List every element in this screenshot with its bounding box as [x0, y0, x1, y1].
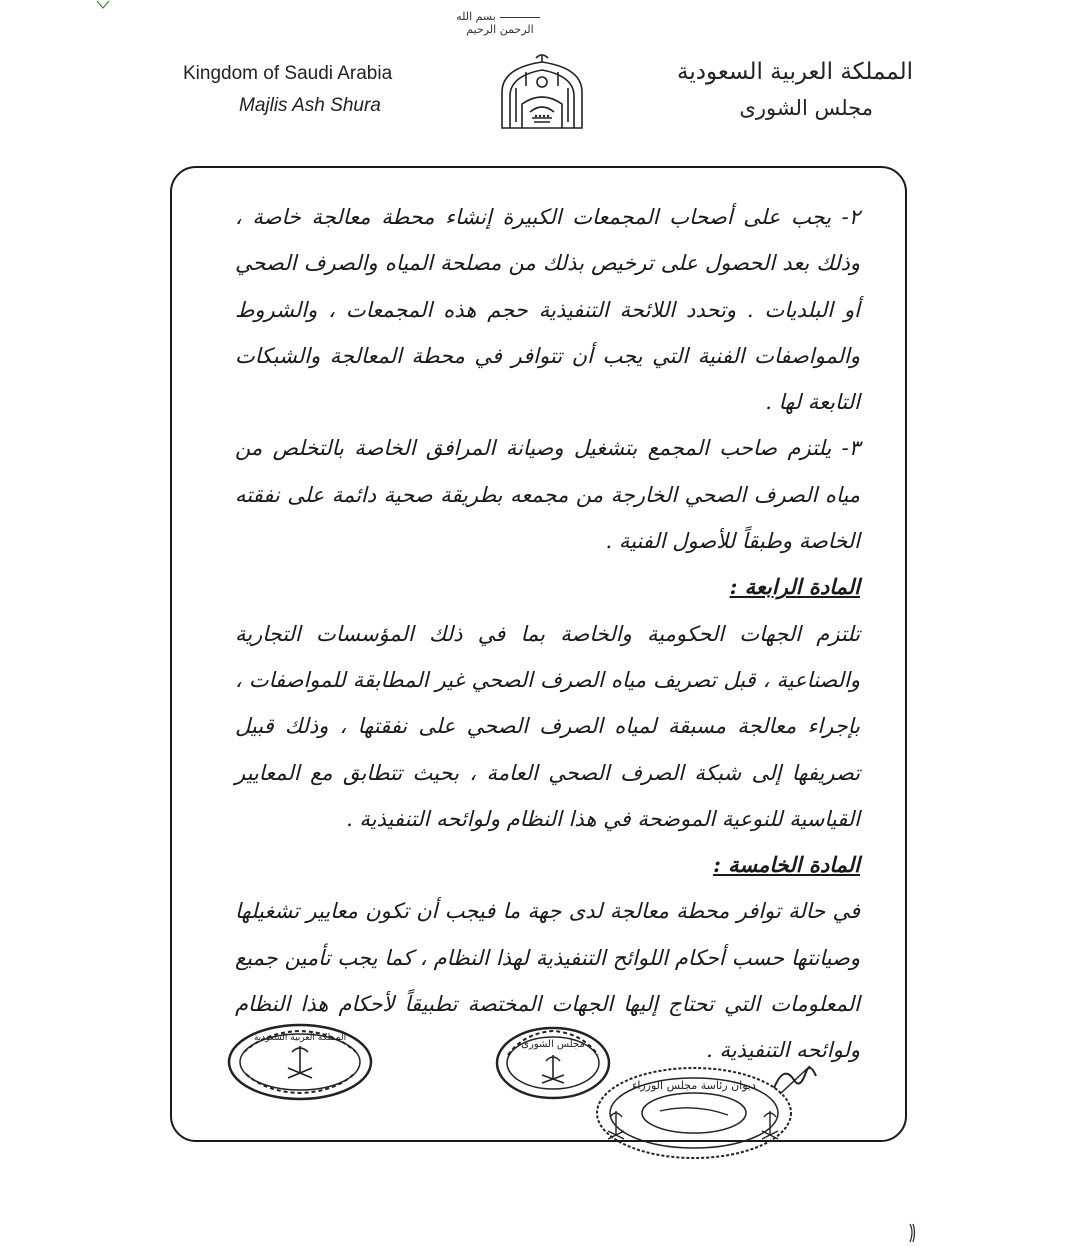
arabic-council-name: مجلس الشورى — [739, 96, 873, 120]
english-letterhead — [183, 58, 392, 122]
clause-3: ٣- يلتزم صاحب المجمع بتشغيل وصيانة المرافق الخاصة بالتخلص من مياه الصرف الصحي الخارجة من مجمعه بطريقة صحية دائمة على نفقته الخاصة وطبقاً للأصول الفنية . — [235, 436, 860, 554]
arabic-country-name: المملكة العربية السعودية — [677, 59, 913, 85]
arabic-letterhead — [677, 54, 913, 126]
seal-right-text: ديوان رئاسة مجلس الوزراء — [632, 1079, 756, 1092]
page-edge-mark-icon — [908, 1222, 916, 1244]
document-body — [235, 194, 860, 1074]
seal-left-text: المملكة العربية السعودية — [253, 1033, 347, 1043]
english-council-name: Majlis Ash Shura — [239, 95, 381, 116]
article-4-text: تلتزم الجهات الحكومية والخاصة بما في ذلك المؤسسات التجارية والصناعية ، قبل تصريف مياه الصرف الصحي غير المطابقة للمواصفات ، بإجراء معالجة مسبقة لمياه الصرف الصحي على نفقتها ، وذلك قبيل تصريفها إلى شبكة الصرف الصحي العامة ، بحيث تتطابق مع المعايير القياسية للنوعية الموضحة في هذا النظام ولوائحه التنفيذية . — [235, 621, 860, 831]
basmala: بسم الله الرحمن الرحيم — [440, 10, 560, 36]
seal-stamp-right — [594, 1065, 794, 1160]
corner-mark-icon — [96, 0, 110, 10]
signature-mark-icon — [770, 1058, 820, 1098]
seal-middle-text: مجلس الشورى — [521, 1039, 585, 1050]
article-5-heading: المادة الخامسة : — [713, 852, 860, 878]
seal-stamp-left — [226, 1022, 374, 1102]
clause-2: ٢- يجب على أصحاب المجمعات الكبيرة إنشاء محطة معالجة خاصة ، وذلك بعد الحصول على ترخيص بذلك من مصلحة المياه والصرف الصحي أو البلديات . وتحدد اللائحة التنفيذية حجم هذه المجمعات ، والشروط والمواصفات الفنية التي يجب أن تتوافر في محطة المعالجة والشبكات التابعة لها . — [235, 205, 860, 415]
shura-emblem-icon — [496, 52, 588, 132]
article-5-text: في حالة توافر محطة معالجة لدى جهة ما فيجب أن تكون معايير تشغيلها وصيانتها حسب أحكام اللوائح التنفيذية لهذا النظام ، كما يجب تأمين جميع المعلومات التي تحتاج إليها الجهات المختصة تطبيقاً لأحكام هذا النظام ولوائحه التنفيذية . — [235, 899, 860, 1063]
article-4-heading: المادة الرابعة : — [729, 574, 860, 600]
english-country-name: Kingdom of Saudi Arabia — [183, 63, 393, 84]
